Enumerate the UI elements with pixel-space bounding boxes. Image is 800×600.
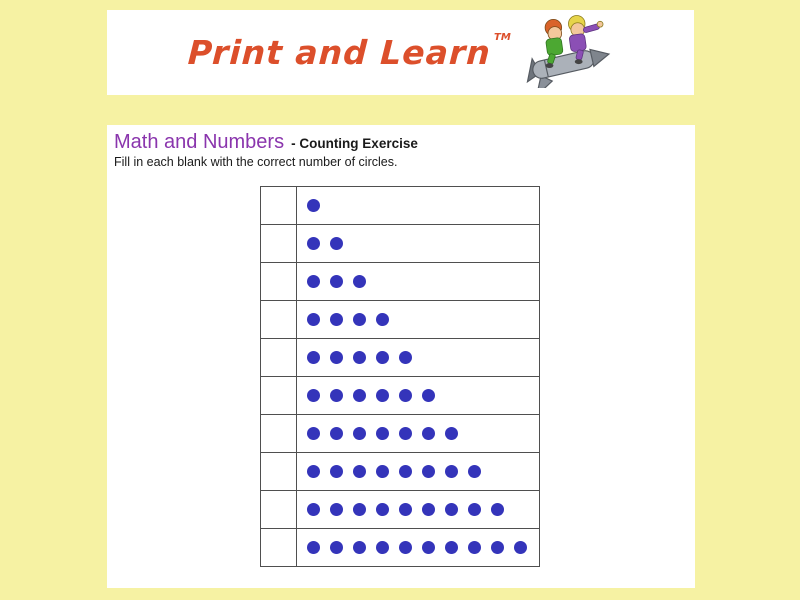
circle-dot-icon	[399, 465, 412, 478]
circle-dot-icon	[353, 541, 366, 554]
answer-blank-cell	[261, 491, 297, 529]
circle-dot-icon	[445, 503, 458, 516]
content-panel	[107, 125, 695, 588]
table-row	[261, 339, 540, 377]
circle-dot-icon	[422, 389, 435, 402]
circle-dot-icon	[330, 389, 343, 402]
table-row	[261, 377, 540, 415]
circle-dot-icon	[376, 389, 389, 402]
circle-dot-icon	[330, 427, 343, 440]
circle-dot-icon	[468, 541, 481, 554]
circle-dot-icon	[399, 389, 412, 402]
circle-dot-icon	[422, 465, 435, 478]
exercise-subtitle: - Counting Exercise	[291, 136, 418, 151]
circle-dot-icon	[514, 541, 527, 554]
circle-dot-icon	[307, 389, 320, 402]
table-row	[261, 491, 540, 529]
circle-dot-icon	[353, 351, 366, 364]
answer-blank-cell	[261, 225, 297, 263]
circle-dot-icon	[307, 351, 320, 364]
circle-dot-icon	[445, 541, 458, 554]
circle-dot-icon	[353, 427, 366, 440]
table-row	[261, 529, 540, 567]
circle-dot-icon	[376, 351, 389, 364]
circle-dot-icon	[353, 313, 366, 326]
circles-cell	[297, 529, 540, 567]
circles-cell	[297, 187, 540, 225]
circle-dot-icon	[330, 275, 343, 288]
circle-dot-icon	[330, 237, 343, 250]
table-row	[261, 225, 540, 263]
answer-blank-cell	[261, 415, 297, 453]
circle-dot-icon	[399, 427, 412, 440]
table-row	[261, 453, 540, 491]
circles-cell	[297, 377, 540, 415]
circles-cell	[297, 453, 540, 491]
answer-blank-cell	[261, 301, 297, 339]
circles-cell	[297, 415, 540, 453]
brand-name: Print and Learn	[187, 33, 493, 72]
table-row	[261, 263, 540, 301]
answer-blank-cell	[261, 187, 297, 225]
circle-dot-icon	[353, 465, 366, 478]
circle-dot-icon	[330, 465, 343, 478]
title-row	[114, 131, 418, 154]
circle-dot-icon	[353, 503, 366, 516]
circle-dot-icon	[376, 465, 389, 478]
table-row	[261, 187, 540, 225]
circle-dot-icon	[330, 313, 343, 326]
circle-dot-icon	[468, 503, 481, 516]
circles-cell	[297, 263, 540, 301]
circle-dot-icon	[330, 351, 343, 364]
brand-logo[interactable]	[188, 18, 613, 88]
circle-dot-icon	[491, 541, 504, 554]
circles-cell	[297, 339, 540, 377]
circle-dot-icon	[353, 389, 366, 402]
circle-dot-icon	[307, 237, 320, 250]
header-band	[107, 10, 694, 95]
circle-dot-icon	[307, 503, 320, 516]
circle-dot-icon	[307, 465, 320, 478]
table-row	[261, 301, 540, 339]
circle-dot-icon	[307, 199, 320, 212]
circle-dot-icon	[353, 275, 366, 288]
kids-on-rocket-icon	[521, 14, 613, 88]
instructions-text: Fill in each blank with the correct number of circles.	[114, 155, 398, 169]
circle-dot-icon	[307, 541, 320, 554]
answer-blank-cell	[261, 453, 297, 491]
circle-dot-icon	[376, 313, 389, 326]
circle-dot-icon	[445, 465, 458, 478]
answer-blank-cell	[261, 377, 297, 415]
counting-table	[260, 186, 540, 567]
circle-dot-icon	[399, 541, 412, 554]
answer-blank-cell	[261, 339, 297, 377]
circles-cell	[297, 491, 540, 529]
circle-dot-icon	[491, 503, 504, 516]
table-row	[261, 415, 540, 453]
circle-dot-icon	[422, 541, 435, 554]
circle-dot-icon	[422, 427, 435, 440]
circles-cell	[297, 225, 540, 263]
circles-cell	[297, 301, 540, 339]
circle-dot-icon	[376, 541, 389, 554]
circle-dot-icon	[330, 541, 343, 554]
answer-blank-cell	[261, 529, 297, 567]
circle-dot-icon	[468, 465, 481, 478]
circle-dot-icon	[376, 427, 389, 440]
counting-table-body	[261, 187, 540, 567]
circle-dot-icon	[376, 503, 389, 516]
answer-blank-cell	[261, 263, 297, 301]
circle-dot-icon	[307, 275, 320, 288]
circle-dot-icon	[330, 503, 343, 516]
circle-dot-icon	[399, 351, 412, 364]
circle-dot-icon	[307, 313, 320, 326]
circle-dot-icon	[307, 427, 320, 440]
circle-dot-icon	[399, 503, 412, 516]
page-title: Math and Numbers	[114, 131, 285, 153]
circle-dot-icon	[422, 503, 435, 516]
circle-dot-icon	[445, 427, 458, 440]
trademark-symbol: TM	[494, 31, 511, 43]
